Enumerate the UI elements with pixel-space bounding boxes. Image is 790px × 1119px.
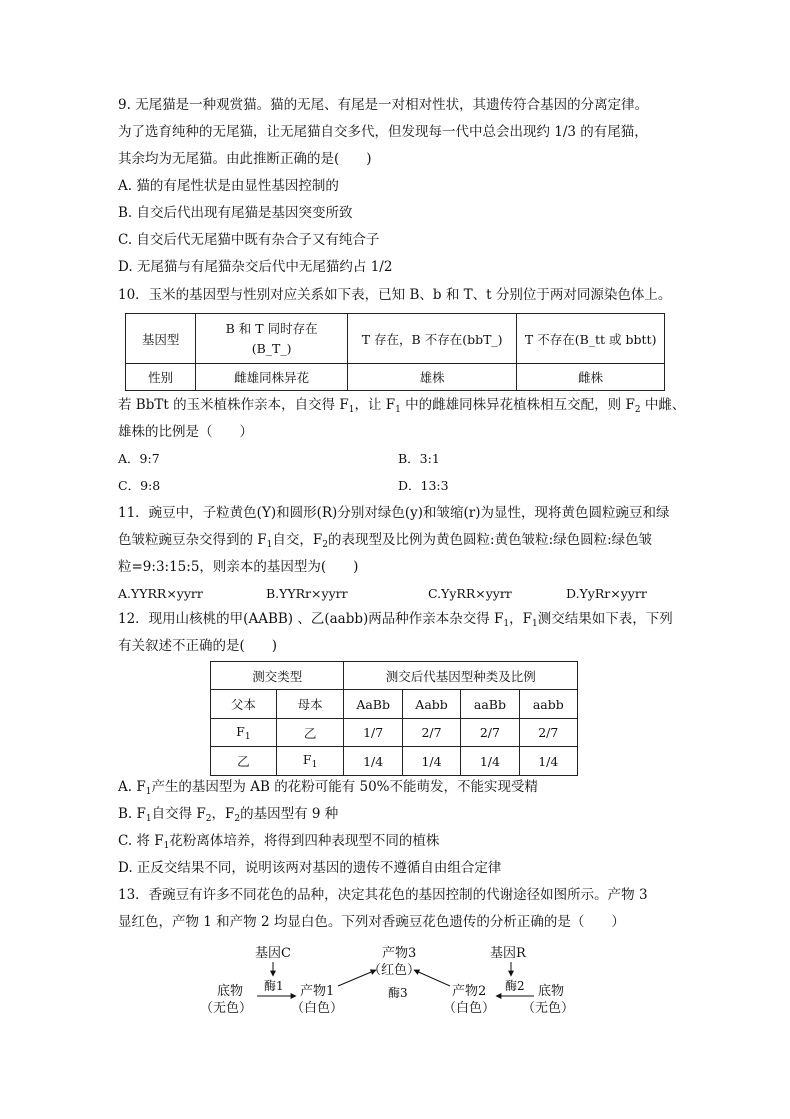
q10-header-no-t: T 不存在(B_tt 或 bbtt) (517, 314, 665, 364)
q12-option-a (118, 778, 538, 801)
q11-stem-line2 (118, 531, 652, 554)
q12-option-c-part-b: 花粉离体培养，将得到四种表现型不同的植株 (169, 833, 440, 849)
q13-product2-to-product3-arrow (414, 970, 450, 986)
q13-product2-color: （白色） (443, 1001, 496, 1016)
q12-line1-part-c: 测交结果如下表，下列 (537, 611, 673, 627)
q13-stem-line2: 显红色，产物 1 和产物 2 均显白色。下列对香豌豆花色遗传的分析正确的是（ ） (118, 914, 625, 930)
q10-line2-part-a: 若 BbTt 的玉米植株作亲本，自交得 F (118, 397, 349, 413)
q10-header-bt-both-line2: (B_T_) (251, 340, 292, 356)
q10-header-t-only: T 存在，B 不存在(bbT_) (347, 314, 516, 364)
q12-row1-val-4: 2/7 (519, 719, 577, 747)
q11-line2-part-a: 色皱粒豌豆杂交得到的 F (118, 532, 267, 548)
q12-row2-val-4: 1/4 (519, 747, 577, 776)
q9-stem-line3: 其余均为无尾猫。由此推断正确的是( ) (118, 151, 372, 167)
q12-row1-val-3: 2/7 (461, 719, 519, 747)
q12-row1-val-2: 2/7 (402, 719, 460, 747)
q12-option-b-part-c: ，F (211, 806, 235, 822)
q10-option-c: C．9:8 (118, 478, 161, 493)
q12-row1-mother: 乙 (276, 719, 344, 747)
q10-stem-line1: 10．玉米的基因型与性别对应关系如下表，已知 B、b 和 T、t 分别位于两对同源染色体上。 (118, 287, 672, 303)
q12-option-c (118, 832, 439, 855)
q12-header-father: 父本 (211, 690, 277, 719)
q12-option-b-part-a: B. F (118, 806, 146, 822)
q12-header-testcross-type: 测交类型 (211, 662, 344, 690)
q13-substrate-right: 底物 (538, 984, 565, 999)
q12-option-b-part-b: 自交得 F (151, 806, 206, 822)
q12-line1-part-b: ，F (509, 611, 533, 627)
q10-line2-sub2: 1 (395, 405, 401, 415)
q9-option-b: B. 自交后代出现有尾猫是基因突变所致 (118, 205, 353, 221)
q12-row2-val-2: 1/4 (402, 747, 460, 776)
q11-stem-line3: 粒=9:3:15:5，则亲本的基因型为( ) (118, 559, 359, 575)
q12-line1-part-a: 12．现用山核桃的甲(AABB) 、乙(aabb)两品种作亲本杂交得 F (118, 611, 504, 627)
q12-option-c-sub: 1 (163, 841, 170, 851)
q13-substrate-right-color: （无色） (522, 1001, 575, 1016)
q10-line2-sub3: 2 (634, 405, 641, 415)
q13-enzyme3-label: 酶3 (388, 986, 408, 1000)
q12-row1-val-1: 1/7 (344, 719, 402, 747)
q13-product1-label: 产物1 (300, 984, 335, 999)
q12-row2-mother (276, 747, 344, 776)
q12-stem-line1 (118, 610, 673, 633)
q10-option-d: D．13:3 (398, 478, 449, 493)
q12-option-a-part-a: A. F (118, 779, 146, 795)
q12-row1-father (211, 719, 277, 747)
q10-stem-line3: 雄株的比例是（ ） (118, 424, 253, 440)
q12-option-b-sub2: 2 (205, 814, 212, 824)
q12-header-genotype-4: aabb (519, 690, 577, 719)
q10-header-bt-both-line1: B 和 T 同时存在 (225, 320, 318, 336)
q12-option-a-sub: 1 (145, 787, 152, 797)
q13-stem-line1: 13．香豌豆有许多不同花色的品种，决定其花色的基因控制的代谢途径如图所示。产物 3 (118, 887, 648, 903)
q11-option-c: C.YyRR×yyrr (428, 586, 512, 601)
q10-line2-part-c: 中的雌雄同株异花植株相互交配，则 F (400, 397, 635, 413)
q12-option-c-part-a: C. 将 F (118, 833, 164, 849)
q12-row2-val-1: 1/4 (344, 747, 402, 776)
q12-header-genotype-2: Aabb (402, 690, 460, 719)
q12-option-b (118, 805, 338, 828)
q12-header-genotype-3: aaBb (461, 690, 519, 719)
q13-gene-r-label: 基因R (490, 946, 526, 961)
q10-line2-part-d: 中雌、 (640, 397, 686, 413)
q12-option-a-part-b: 产生的基因型为 AB 的花粉可能有 50%不能萌发，不能实现受精 (151, 779, 538, 795)
q12-row1-father-sub: 1 (244, 731, 251, 742)
q12-row2-mother-text: F (302, 752, 312, 767)
q10-stem-line2 (118, 396, 685, 419)
q9-option-c: C. 自交后代无尾猫中既有杂合子又有纯合子 (118, 232, 380, 248)
q10-cell-male: 雄株 (347, 364, 516, 391)
q10-line2-sub1: 1 (348, 405, 355, 415)
q9-stem-line1: 9. 无尾猫是一种观赏猫。猫的无尾、有尾是一对相对性状，其遗传符合基因的分离定律。 (118, 97, 649, 113)
q10-option-b: B．3:1 (398, 451, 440, 466)
q12-option-d: D. 正反交结果不同，说明该两对基因的遗传不遵循自由组合定律 (118, 860, 502, 876)
q10-header-bt-both (196, 314, 348, 364)
q13-product3-label: 产物3 (382, 946, 417, 961)
q12-row2-mother-sub: 1 (311, 760, 318, 770)
q10-cell-female: 雌株 (517, 364, 665, 391)
q12-row2-val-3: 1/4 (461, 747, 519, 776)
q11-line2-part-b: 自交，F (272, 532, 323, 548)
q13-product1-color: （白色） (291, 1001, 344, 1016)
q12-line1-sub1: 1 (503, 619, 510, 629)
q12-option-b-sub1: 1 (145, 814, 152, 824)
q9-option-a: A. 猫的有尾性状是由显性基因控制的 (118, 178, 339, 194)
q13-pathway-diagram (200, 940, 600, 1020)
q12-line1-sub2: 1 (532, 619, 538, 629)
q11-line2-sub1: 1 (266, 540, 273, 550)
q12-header-offspring: 测交后代基因型种类及比例 (344, 662, 578, 690)
q13-substrate-left-color: （无色） (200, 1001, 253, 1016)
q11-stem-line1: 11．豌豆中，子粒黄色(Y)和圆形(R)分别对绿色(y)和皱缩(r)为显性，现将黄色圆粒豌豆和绿 (118, 505, 670, 521)
q11-option-b: B.YYRr×yyrr (266, 586, 348, 601)
q11-option-d: D.YyRr×yyrr (566, 586, 647, 601)
q12-header-genotype-1: AaBb (344, 690, 402, 719)
q12-option-b-sub3: 2 (234, 814, 241, 824)
q10-genotype-table (125, 313, 665, 391)
q10-line2-part-b: ，让 F (354, 397, 396, 413)
q10-header-genotype: 基因型 (126, 314, 196, 364)
q13-product3-color: （红色） (368, 963, 421, 978)
q13-product2-label: 产物2 (452, 984, 487, 999)
q12-row2-father: 乙 (211, 747, 277, 776)
q12-option-b-part-d: 的基因型有 9 种 (240, 806, 339, 822)
q13-enzyme2-label: 酶2 (505, 979, 525, 993)
q11-line2-sub2: 2 (322, 540, 329, 550)
q10-row-sex-label: 性别 (126, 364, 196, 391)
q12-header-mother: 母本 (276, 690, 344, 719)
q12-testcross-table (210, 661, 578, 776)
q13-substrate-left: 底物 (217, 984, 244, 999)
q13-product1-to-product3-arrow (338, 970, 376, 986)
q13-gene-c-label: 基因C (255, 946, 291, 961)
q12-stem-line2: 有关叙述不正确的是( ) (118, 638, 278, 654)
q9-option-d: D. 无尾猫与有尾猫杂交后代中无尾猫约占 1/2 (118, 259, 393, 275)
q13-enzyme1-label: 酶1 (264, 979, 284, 993)
q11-line2-part-c: 的表现型及比例为黄色圆粒:黄色皱粒:绿色圆粒:绿色皱 (328, 532, 653, 548)
q10-cell-monoecious: 雌雄同株异花 (196, 364, 348, 391)
q11-option-a: A.YYRR×yyrr (118, 586, 203, 601)
q12-row1-father-text: F (236, 723, 245, 739)
q9-stem-line2: 为了选育纯种的无尾猫，让无尾猫自交多代，但发现每一代中总会出现约 1/3 的有尾猫， (118, 124, 648, 140)
q10-option-a: A．9:7 (118, 451, 160, 466)
